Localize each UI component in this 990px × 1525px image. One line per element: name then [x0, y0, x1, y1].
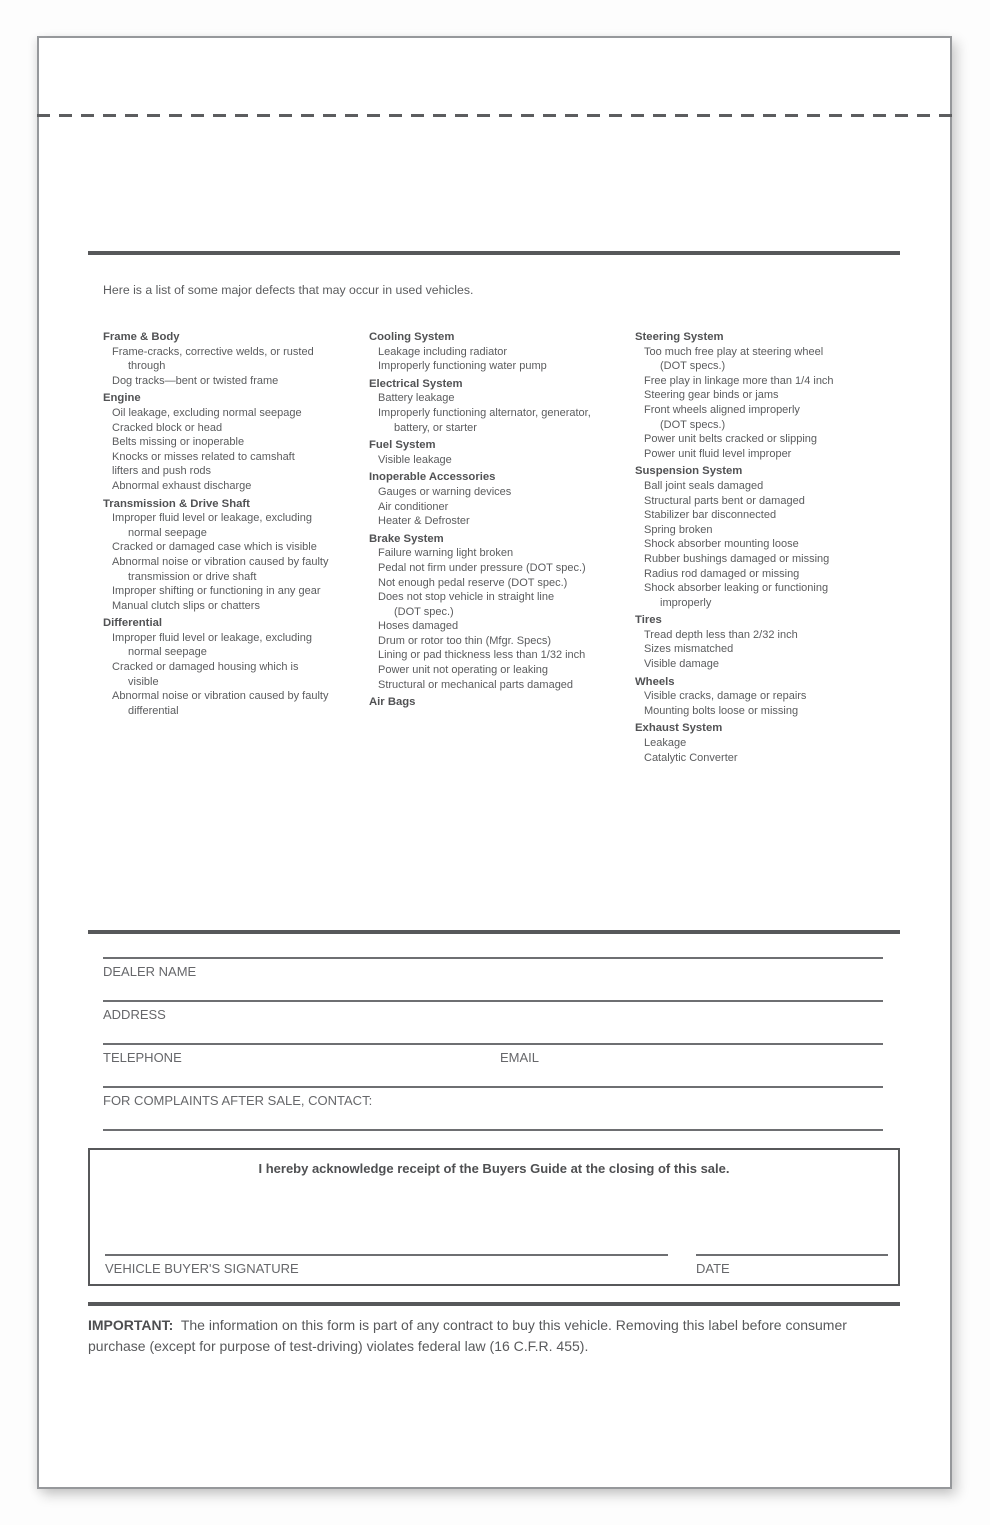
important-text: The information on this form is part of any contract to buy this vehicle. Removing this label before consumer purchase (except for purpose of test-driving) violates federal law (16 C.F.R. 455). [88, 1317, 847, 1354]
top-rule [88, 251, 900, 255]
defect-item: Radius rod damaged or missing [644, 567, 800, 580]
intro-text: Here is a list of some major defects that may occur in used vehicles. [103, 283, 474, 297]
defect-item: Does not stop vehicle in straight line [378, 591, 555, 604]
defect-item: normal seepage [128, 646, 207, 659]
complaints-contact-line[interactable] [103, 1129, 883, 1131]
defect-section [369, 330, 635, 374]
complaints-contact-label: FOR COMPLAINTS AFTER SALE, CONTACT: [103, 1093, 373, 1108]
defect-section [369, 695, 635, 710]
date-label: DATE [696, 1261, 730, 1276]
field-dealer-name [88, 957, 900, 1000]
defect-item: Too much free play at steering wheel [644, 345, 824, 358]
defect-section-heading: Cooling System [369, 331, 455, 343]
defect-item: battery, or starter [394, 421, 477, 434]
date-field [696, 1254, 888, 1276]
dealer-name-line[interactable] [103, 957, 883, 959]
defect-section [635, 675, 901, 719]
defect-section-heading: Frame & Body [103, 331, 180, 343]
telephone-label: TELEPHONE [103, 1050, 182, 1065]
defect-item: differential [128, 704, 179, 717]
complaints-header-line [103, 1086, 883, 1088]
defect-item: Spring broken [644, 523, 713, 536]
defect-item: visible [128, 675, 159, 688]
defect-item: Visible leakage [378, 453, 452, 466]
defect-item: Cracked or damaged housing which is [112, 661, 299, 674]
field-address [88, 1000, 900, 1043]
defect-section-heading: Electrical System [369, 377, 463, 390]
defect-section-heading: Brake System [369, 532, 444, 545]
defect-item: Power unit not operating or leaking [378, 664, 548, 677]
defect-section [635, 330, 901, 461]
defect-item: improperly [660, 596, 712, 609]
date-line[interactable] [696, 1254, 888, 1256]
defect-item: Mounting bolts loose or missing [644, 704, 799, 717]
buyer-signature-label: VEHICLE BUYER'S SIGNATURE [105, 1261, 299, 1276]
defect-section [369, 470, 635, 528]
defect-item: Abnormal noise or vibration caused by faulty [112, 690, 329, 703]
defect-item: Cracked block or head [112, 421, 223, 434]
defect-section-heading: Transmission & Drive Shaft [103, 497, 250, 510]
defect-item: Abnormal exhaust discharge [112, 479, 252, 492]
defect-item: Hoses damaged [378, 620, 459, 633]
defects-column-1 [103, 330, 369, 930]
defect-section-heading: Tires [635, 614, 662, 627]
defect-item: Free play in linkage more than 1/4 inch [644, 374, 834, 387]
defect-item: Structural parts bent or damaged [644, 494, 805, 507]
signature-date-spacer [668, 1254, 696, 1276]
defect-section [103, 616, 369, 718]
buyer-signature-field [105, 1254, 668, 1276]
defect-item: Heater & Defroster [378, 515, 470, 528]
defect-item: Lining or pad thickness less than 1/32 inch [378, 649, 586, 662]
defect-item: Improperly functioning alternator, generator, [378, 406, 591, 419]
defect-item: (DOT specs.) [660, 360, 726, 373]
defect-item: Sizes mismatched [644, 643, 734, 656]
defect-item: Improper fluid level or leakage, excluding [112, 631, 312, 644]
defect-section [103, 391, 369, 493]
defect-item: Gauges or warning devices [378, 485, 512, 498]
defect-item: Dog tracks—bent or twisted frame [112, 374, 279, 387]
defect-item: Leakage [644, 737, 687, 750]
defects-list [88, 330, 900, 930]
defect-item: Cracked or damaged case which is visible [112, 541, 317, 554]
defect-item: through [128, 360, 166, 373]
defect-item: Frame-cracks, corrective welds, or rusted [112, 345, 314, 358]
dealer-section-rule [88, 930, 900, 934]
defect-item: Improper shifting or functioning in any gear [112, 585, 321, 598]
defect-item: Failure warning light broken [378, 547, 514, 560]
defect-item: Visible cracks, damage or repairs [644, 690, 807, 703]
defect-item: Power unit belts cracked or slipping [644, 433, 818, 446]
defect-item: Ball joint seals damaged [644, 479, 764, 492]
defect-item: Rubber bushings damaged or missing [644, 552, 830, 565]
defect-section [635, 464, 901, 610]
email-label: EMAIL [500, 1050, 540, 1065]
defect-item: Pedal not firm under pressure (DOT spec.) [378, 561, 586, 574]
defect-item: Power unit fluid level improper [644, 447, 792, 460]
defect-item: Stabilizer bar disconnected [644, 509, 777, 522]
address-label: ADDRESS [103, 1007, 166, 1022]
defect-section-heading: Suspension System [635, 465, 743, 478]
defects-column-3 [635, 330, 901, 930]
defect-item: Drum or rotor too thin (Mfgr. Specs) [378, 634, 551, 647]
defect-section [369, 377, 635, 435]
defect-section-heading: Engine [103, 392, 141, 405]
defect-section-heading: Inoperable Accessories [369, 471, 496, 484]
defect-item: Structural or mechanical parts damaged [378, 678, 574, 691]
field-complaints-contact [88, 1086, 900, 1129]
defect-item: Catalytic Converter [644, 751, 738, 764]
defect-item: Air conditioner [378, 500, 449, 513]
defect-item: Abnormal noise or vibration caused by faulty [112, 555, 329, 568]
defect-section-heading: Exhaust System [635, 722, 723, 735]
defect-section [369, 532, 635, 693]
defects-column-2 [369, 330, 635, 930]
defect-item: Improper fluid level or leakage, excluding [112, 512, 312, 525]
defect-item: transmission or drive shaft [128, 570, 257, 583]
signature-row [105, 1254, 888, 1276]
defect-section-heading: Differential [103, 617, 163, 630]
defect-item: Not enough pedal reserve (DOT spec.) [378, 576, 568, 589]
defect-item: Improperly functioning water pump [378, 360, 547, 373]
page-content [88, 38, 900, 1356]
defect-section-heading: Fuel System [369, 439, 436, 452]
defect-item: Battery leakage [378, 392, 455, 405]
defect-item: (DOT spec.) [394, 605, 454, 618]
defect-section-heading: Wheels [635, 675, 675, 688]
defect-section [369, 438, 635, 467]
defect-item: (DOT specs.) [660, 418, 726, 431]
defect-item: lifters and push rods [112, 465, 212, 478]
defect-item: Manual clutch slips or chatters [112, 599, 260, 612]
field-telephone-email [88, 1043, 900, 1086]
defect-section [103, 330, 369, 388]
defect-item: Tread depth less than 2/32 inch [644, 628, 798, 641]
defect-section [103, 497, 369, 614]
defect-section [635, 721, 901, 765]
defect-section [635, 613, 901, 671]
defect-section-heading: Steering System [635, 331, 724, 343]
acknowledgment-statement: I hereby acknowledge receipt of the Buyers Guide at the closing of this sale. [258, 1161, 730, 1176]
buyers-guide-back-page [37, 36, 952, 1489]
defect-item: Front wheels aligned improperly [644, 403, 800, 416]
important-label: IMPORTANT: [88, 1317, 174, 1333]
defect-item: Knocks or misses related to camshaft [112, 450, 295, 463]
telephone-email-line[interactable] [103, 1043, 883, 1045]
dealer-name-label: DEALER NAME [103, 964, 197, 979]
defect-item: Shock absorber mounting loose [644, 538, 799, 551]
defect-item: Belts missing or inoperable [112, 436, 245, 449]
defect-section-heading: Air Bags [369, 696, 416, 709]
dealer-contact-form [88, 957, 900, 1131]
defect-item: Visible damage [644, 658, 720, 671]
defect-item: normal seepage [128, 526, 207, 539]
defect-item: Steering gear binds or jams [644, 389, 779, 402]
defect-item: Oil leakage, excluding normal seepage [112, 406, 302, 419]
address-line[interactable] [103, 1000, 883, 1002]
defect-item: Leakage including radiator [378, 345, 508, 358]
buyer-signature-line[interactable] [105, 1254, 668, 1256]
bottom-rule [88, 1302, 900, 1306]
important-notice [88, 1315, 900, 1356]
acknowledgment-box [88, 1148, 900, 1286]
defect-item: Shock absorber leaking or functioning [644, 582, 829, 595]
